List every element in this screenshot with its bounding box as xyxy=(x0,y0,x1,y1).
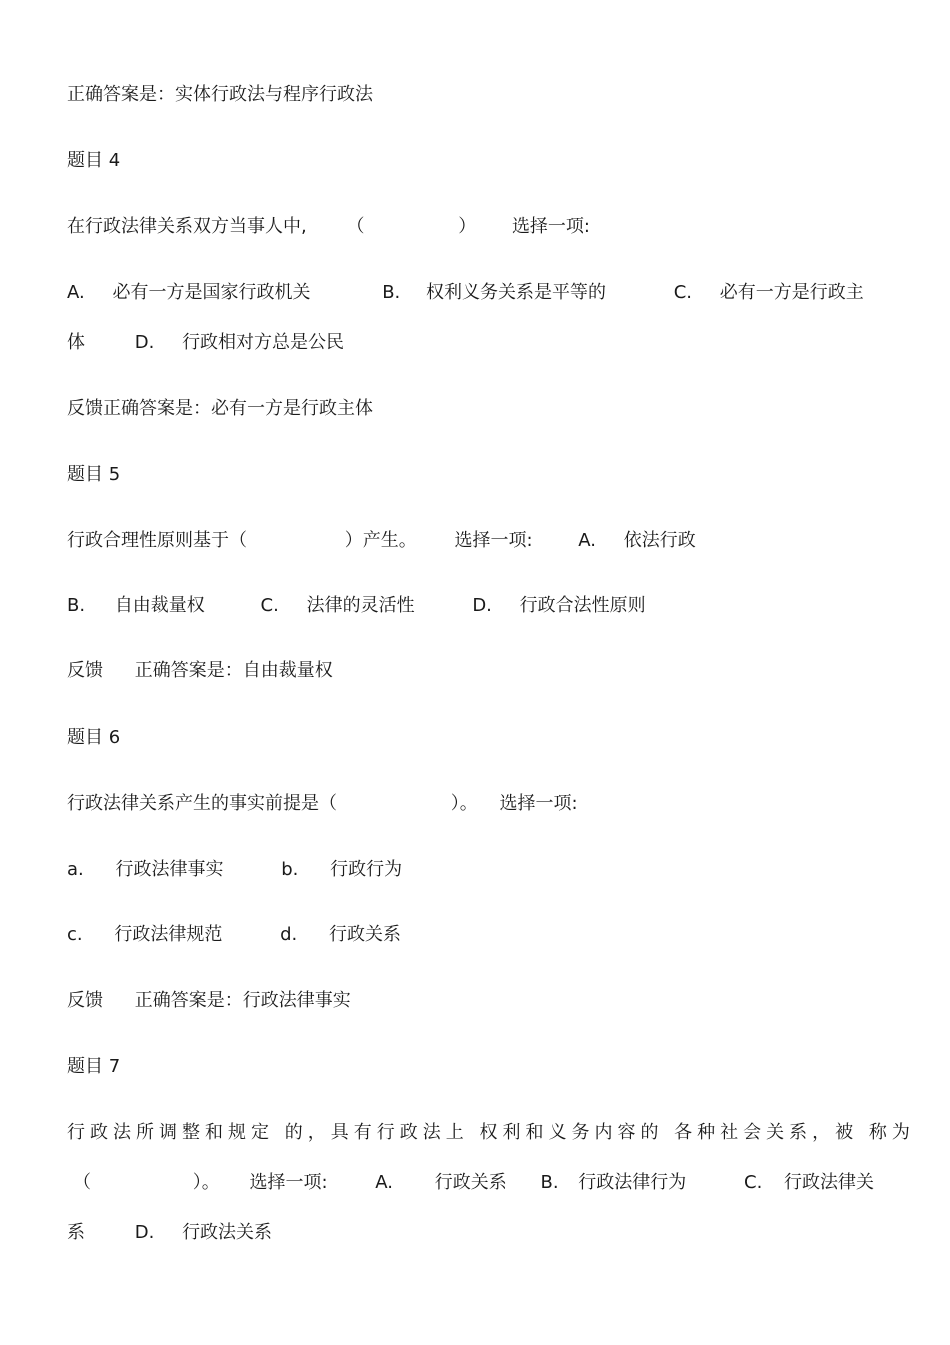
previous-answer: 正确答案是：实体行政法与程序行政法 xyxy=(67,84,373,105)
option-d-letter: d. xyxy=(280,924,298,945)
option-c-text: 行政法律规范 xyxy=(114,924,223,945)
option-b-letter: b. xyxy=(281,859,299,880)
option-b-letter: B. xyxy=(382,282,401,303)
option-a-letter: A. xyxy=(578,530,596,551)
option-b-text: 权利义务关系是平等的 xyxy=(426,282,606,303)
feedback-label: 反馈 xyxy=(67,660,103,681)
option-a-letter: A. xyxy=(67,282,85,303)
question-4-options-row-1 xyxy=(67,282,864,304)
option-c-letter: C. xyxy=(744,1172,763,1193)
option-d-text: 行政法关系 xyxy=(182,1222,273,1243)
stem-text: 在行政法律关系双方当事人中, xyxy=(67,216,307,237)
select-prompt: 选择一项: xyxy=(454,530,533,551)
question-6-options-row-2 xyxy=(67,924,401,946)
question-7-stem-line-2 xyxy=(67,1172,874,1194)
stem-text: 行政合理性原则基于（ xyxy=(67,530,247,551)
option-b-text: 行政行为 xyxy=(330,859,403,880)
option-a-letter: A. xyxy=(375,1172,393,1193)
option-c-letter: C. xyxy=(260,595,279,616)
option-d-letter: D. xyxy=(134,1222,155,1243)
option-b-text: 自由裁量权 xyxy=(114,595,205,616)
question-7-stem-line-1: 行政法所调整和规定 的，具有行政法上 权利和义务内容的 各种社会关系，被 称为 xyxy=(67,1122,915,1143)
option-a-text: 行政法律事实 xyxy=(115,859,224,880)
stem-text-after-blank: ）产生。 xyxy=(344,530,417,551)
option-c-text: 法律的灵活性 xyxy=(306,595,415,616)
option-d-letter: D. xyxy=(134,332,155,353)
option-a-letter: a. xyxy=(67,859,84,880)
option-b-letter: B. xyxy=(67,595,86,616)
select-prompt: 选择一项: xyxy=(511,216,591,237)
feedback-label: 反馈 xyxy=(67,990,103,1011)
question-6-feedback xyxy=(67,990,351,1012)
select-prompt: 选择一项: xyxy=(499,793,578,814)
option-c-letter: c. xyxy=(67,924,83,945)
question-4-stem xyxy=(67,216,590,238)
option-c-letter: C. xyxy=(673,282,693,303)
option-a-text: 依法行政 xyxy=(623,530,696,551)
option-d-letter: D. xyxy=(472,595,492,616)
question-5-options xyxy=(67,595,646,617)
option-d-text: 行政相对方总是公民 xyxy=(182,332,345,353)
question-6-title: 题目 6 xyxy=(67,727,121,748)
blank-open: （ xyxy=(73,1172,91,1193)
question-4-options-row-2 xyxy=(67,332,344,354)
question-4-title: 题目 4 xyxy=(67,150,121,171)
feedback-text: 正确答案是：行政法律事实 xyxy=(134,990,351,1011)
blank-open: （ xyxy=(346,216,365,237)
feedback-text: 正确答案是：自由裁量权 xyxy=(134,660,333,681)
option-c-text: 必有一方是行政主 xyxy=(719,282,864,303)
question-5-title: 题目 5 xyxy=(67,464,121,485)
question-7-title: 题目 7 xyxy=(67,1056,121,1077)
option-c-text-continued: 系 xyxy=(67,1222,85,1243)
stem-text: 行政法律关系产生的事实前提是（ xyxy=(67,793,337,814)
option-b-text: 行政法律行为 xyxy=(578,1172,687,1193)
blank-close: ）。 xyxy=(192,1172,220,1193)
option-d-text: 行政合法性原则 xyxy=(519,595,646,616)
question-5-stem xyxy=(67,530,696,552)
option-a-text: 必有一方是国家行政机关 xyxy=(112,282,311,303)
option-c-text: 行政法律关 xyxy=(784,1172,875,1193)
select-prompt: 选择一项: xyxy=(249,1172,328,1193)
option-c-text-continued: 体 xyxy=(67,332,85,353)
blank-close: ） xyxy=(458,216,477,237)
question-6-stem xyxy=(67,793,578,815)
question-7-stem-line-3 xyxy=(67,1222,272,1244)
question-6-options-row-1 xyxy=(67,859,402,881)
option-b-letter: B. xyxy=(540,1172,559,1193)
stem-text-after-blank: ）。 xyxy=(450,793,478,814)
option-d-text: 行政关系 xyxy=(328,924,401,945)
question-4-feedback: 反馈正确答案是：必有一方是行政主体 xyxy=(67,398,373,419)
question-5-feedback xyxy=(67,660,333,682)
option-a-text: 行政关系 xyxy=(434,1172,507,1193)
